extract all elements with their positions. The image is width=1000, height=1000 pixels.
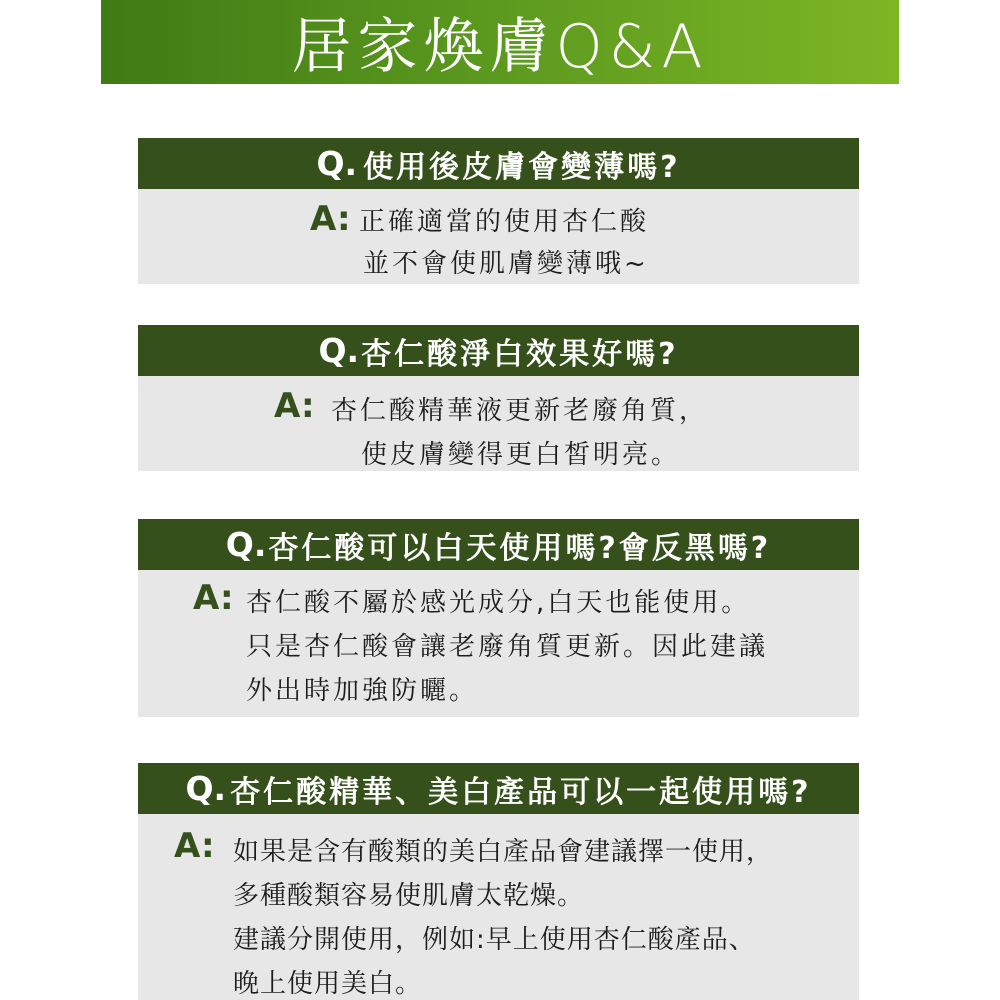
question-mark-label: Q. — [185, 769, 227, 808]
title-banner — [101, 0, 899, 84]
question-text: 杏仁酸淨白效果好嗎? — [361, 336, 679, 372]
answer-box — [138, 814, 859, 1000]
answer-line: 杏仁酸精華液更新老廢角質， — [331, 396, 709, 426]
answer-line: 多種酸類容易使肌膚太乾燥。 — [233, 881, 585, 911]
page-title: 居家煥膚Q&A — [291, 12, 709, 82]
faq-item — [138, 138, 859, 284]
faq-item — [138, 325, 859, 471]
answer-box — [138, 570, 859, 717]
answer-mark-label: A: — [193, 578, 234, 618]
question-text: 使用後皮膚會變薄嗎? — [363, 149, 681, 185]
answer-line: 只是杏仁酸會讓老廢角質更新。因此建議 — [246, 632, 769, 662]
answer-line: 並不會使肌膚變薄哦~ — [363, 249, 649, 279]
answer-line: 晚上使用美白。 — [233, 969, 423, 999]
faq-item — [138, 519, 859, 717]
answer-mark-label: A: — [310, 199, 351, 239]
question-bar — [138, 763, 859, 814]
answer-box — [138, 376, 859, 471]
question-mark-label: Q. — [225, 525, 267, 564]
answer-line: 外出時加強防曬。 — [246, 676, 479, 706]
answer-line: 使皮膚變得更白皙明亮。 — [361, 440, 681, 470]
question-mark-label: Q. — [318, 331, 360, 370]
answer-line: 建議分開使用，例如:早上使用杏仁酸產品、 — [233, 925, 756, 955]
answer-box — [138, 189, 859, 284]
question-text: 杏仁酸可以白天使用嗎?會反黑嗎? — [268, 530, 772, 566]
faq-item — [138, 763, 859, 1000]
answer-line: 如果是含有酸類的美白產品會建議擇一使用， — [233, 837, 774, 867]
question-mark-label: Q. — [316, 144, 358, 183]
question-bar — [138, 325, 859, 376]
question-bar — [138, 519, 859, 570]
answer-line: 杏仁酸不屬於感光成分,白天也能使用。 — [246, 588, 751, 618]
question-text: 杏仁酸精華、美白產品可以一起使用嗎? — [230, 774, 812, 810]
answer-line: 正確適當的使用杏仁酸 — [359, 207, 650, 237]
answer-mark-label: A: — [174, 826, 215, 866]
question-bar — [138, 138, 859, 189]
answer-mark-label: A: — [274, 386, 315, 426]
